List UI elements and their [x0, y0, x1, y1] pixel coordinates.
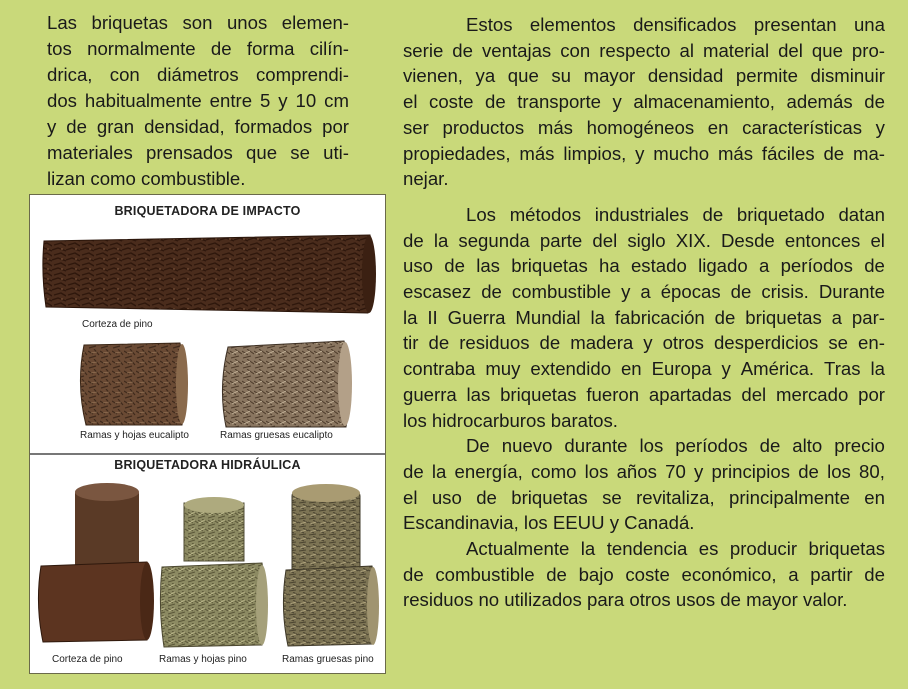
caption-hydraulic-pine: Corteza de pino: [52, 654, 123, 665]
caption-hydraulic-pine-branches: Ramas gruesas pino: [282, 654, 374, 665]
paragraph-current: [403, 536, 885, 613]
text-line: de la segunda parte del siglo XIX. Desde entonces el: [403, 229, 885, 251]
text-line: Los métodos industriales de briquetado datan: [466, 203, 885, 225]
text-line: dos habitualmente entre 5 y 10 cm: [47, 90, 349, 111]
caption-hydraulic-pine-leaves: Ramas y hojas pino: [159, 654, 247, 665]
text-line: propiedades, más limpios, y mucho más fáciles de ma-: [403, 142, 885, 164]
text-line: drica, con diámetros comprendi-: [47, 64, 349, 85]
text-line: residuos no utilizados para otros usos de mayor valor.: [403, 589, 848, 611]
text-line: materiales prensados que se uti-: [47, 142, 349, 163]
text-line: el uso de briquetas se revitaliza, principalmente en: [403, 486, 885, 508]
text-line: lizan como combustible.: [47, 168, 246, 189]
text-line: tos normalmente de forma cilín-: [47, 38, 349, 59]
text-line: serie de ventajas con respecto al material del que pro-: [403, 39, 885, 61]
text-line: vienen, ya que su mayor densidad permite disminuir: [403, 65, 885, 87]
pine-bark-log-image: [38, 227, 378, 319]
text-line: escasez de combustible y a épocas de crisis. Durante: [403, 281, 885, 303]
text-line: contraba muy extendido en Europa y América. Tras la: [403, 358, 885, 380]
text-line: guerra las briquetas fueron apartadas del mercado por: [403, 383, 885, 405]
body-text: [403, 12, 885, 613]
text-line: Escandinavia, los EEUU y Canadá.: [403, 512, 695, 534]
text-line: De nuevo durante los períodos de alto precio: [466, 435, 885, 457]
text-line: de combustible de bajo coste económico, a partir de: [403, 563, 885, 585]
text-line: Las briquetas son unos elemen-: [47, 12, 349, 33]
pine-branches-briquettes-image: [278, 480, 382, 652]
text-line: la II Guerra Mundial la fabricación de briquetas a par-: [403, 306, 885, 328]
text-line: el coste de transporte y almacenamiento, además de: [403, 91, 885, 113]
pine-leaves-briquettes-image: [158, 495, 270, 653]
text-line: Actualmente la tendencia es producir briquetas: [466, 538, 885, 560]
impact-title: BRIQUETADORA DE IMPACTO: [114, 204, 301, 218]
caption-impact-eucalyptus-branches: Ramas gruesas eucalipto: [220, 430, 333, 441]
caption-impact-pine: Corteza de pino: [82, 319, 153, 330]
text-line: de la energía, como los años 70 y principios de los 80,: [403, 460, 885, 482]
hydraulic-title: BRIQUETADORA HIDRÁULICA: [114, 458, 301, 472]
panel-divider: [30, 453, 385, 455]
text-line: Estos elementos densificados presentan una: [466, 14, 885, 35]
intro-paragraph: [47, 10, 349, 192]
text-line: y de gran densidad, formados por: [47, 116, 349, 137]
eucalyptus-branches-briquette-image: [218, 339, 358, 431]
eucalyptus-leaves-briquette-image: [76, 339, 190, 429]
caption-impact-eucalyptus-leaves: Ramas y hojas eucalipto: [80, 430, 189, 441]
pine-bark-briquettes-image: [35, 480, 155, 650]
briquette-figure: [29, 194, 386, 674]
paragraph-history: [403, 202, 885, 433]
text-line: tir de residuos de madera y otros desperdicios se en-: [403, 332, 885, 354]
text-line: ser productos más homogéneos en características y: [403, 116, 885, 138]
paragraph-revival: [403, 433, 885, 536]
text-line: los hidrocarburos baratos.: [403, 409, 618, 431]
text-line: uso de las briquetas ha estado ligado a períodos de: [403, 255, 885, 277]
paragraph-advantages: [403, 12, 885, 192]
text-line: nejar.: [403, 168, 449, 190]
